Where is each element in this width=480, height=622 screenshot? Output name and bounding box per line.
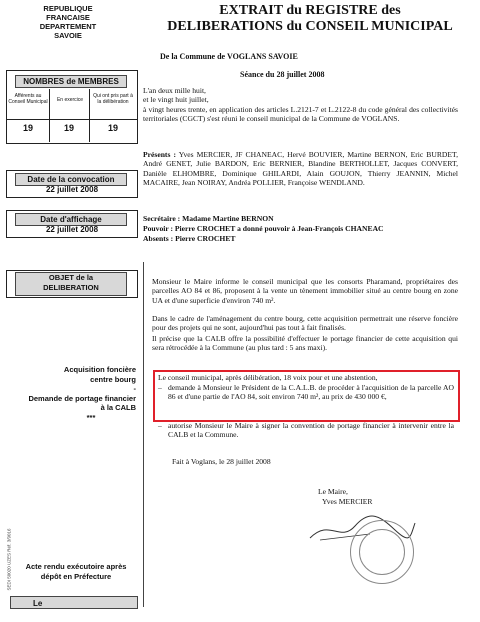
objet-box [6, 270, 138, 298]
presents-label: Présents : [143, 150, 176, 159]
deliberation-p2: Dans le cadre de l'aménagement du centre bourg, cette acquisition permettrait une réserve foncière pour des projets qui ne sont, aujourd'hui pas tout à fait finalisés. [152, 314, 458, 333]
objet-subject-line-2: centre bourg [90, 374, 136, 384]
affichage-date: 22 juillet 2008 [45, 225, 99, 234]
secretaire-line: Secrétaire : Madame Martine BERNON [143, 214, 274, 223]
footer-rendu [14, 562, 138, 582]
convocation-box [6, 170, 138, 198]
members-divider [7, 119, 137, 120]
document-title [150, 3, 470, 35]
footer-le-box [10, 596, 138, 609]
members-col-sep-2 [89, 89, 90, 142]
objet-label-line-2: DELIBERATION [43, 283, 99, 292]
commune-line: De la Commune de VOGLANS SAVOIE [160, 52, 298, 61]
members-col-sep-1 [49, 89, 50, 142]
convocation-date: 22 juillet 2008 [45, 185, 99, 194]
mairie-stamp [350, 520, 414, 584]
preamble-line-1: L'an deux mille huit, [143, 86, 206, 95]
decision-bullet-2-text: autorise Monsieur le Maire à signer la convention de portage financier à intervenir entre la CALB et la Commune. [168, 421, 454, 440]
preamble-line-3: à vingt heures trente, en application des articles L.2121-7 et L.2122-8 du code général des collectivités territoriales (CGCT) s'est réuni le conseil municipal de la Commune de VOGLANS. [143, 104, 458, 124]
presents-names: Yves MERCIER, JF CHANEAC, Hervé BOUVIER, Martine BERNON, Eric BURDET, André GENET, Julie BARDON, Eric BERNIER, Blandine BERTHOLLET, Jacques CONVERT, Danièle ELHOMBRE, Dominique GHILARDI, Alain GOUJON, Thierry JEANNIN, Michel MACAIRE, Jean NOIRAY, Andréa POLLIER, Françoise WENDLAND. [143, 150, 458, 188]
presents-block [143, 150, 458, 188]
decision-bullet-1-text: demande à Monsieur le Président de la C.A.L.B. de procéder à l'acquisition de la parcelle AO 86 et d'une partie de l'AO 84, soit environ 740 m², au prix de 430 000 €, [168, 383, 454, 402]
fait-line: Fait à Voglans, le 28 juillet 2008 [172, 457, 271, 466]
preamble [143, 86, 458, 124]
preamble-line-2: et le vingt huit juillet, [143, 95, 209, 105]
side-code: SEDI 50020 UZES Réf. 3/9016 [6, 528, 12, 591]
decision-bullet-1 [158, 383, 454, 402]
footer-rendu-line-2: dépôt en Préfecture [40, 572, 112, 581]
members-col1-value: 19 [22, 123, 33, 133]
title-line-1: EXTRAIT du REGISTRE des [219, 3, 401, 18]
members-title: NOMBRES de MEMBRES [15, 75, 127, 88]
members-table [6, 70, 138, 144]
bullet-dash-2: – [158, 421, 162, 430]
members-col2-value: 19 [63, 123, 74, 133]
bullet-dash-1: – [158, 383, 162, 392]
members-col3-label: Qui ont pris part à la délibération [93, 93, 133, 105]
footer-le: Le [33, 599, 43, 608]
side-code-strip [4, 478, 12, 598]
absents-line: Absents : Pierre CROCHET [143, 234, 236, 243]
signature-name: Yves MERCIER [322, 497, 373, 506]
header-left [22, 4, 114, 40]
members-col3-value: 19 [107, 123, 118, 133]
objet-label [15, 272, 127, 296]
members-col2-label: En exercice [56, 97, 84, 103]
objet-subject-line-4: à la CALB [100, 403, 136, 412]
footer-rendu-line-1: Acte rendu exécutoire après [25, 562, 127, 571]
convocation-label: Date de la convocation [15, 173, 127, 186]
objet-subject-dash: - [133, 384, 136, 393]
column-divider [143, 262, 144, 607]
signature-role: Le Maire, [318, 487, 348, 496]
title-line-2: DELIBERATIONS du CONSEIL MUNICIPAL [167, 19, 453, 34]
deliberation-p3: Il précise que la CALB offre la possibilité d'effectuer le portage financier de cette acquisition qui sera rétrocédée à la Commune (au plus tard : 5 ans maxi). [152, 334, 458, 353]
objet-subject-line-3: Demande de portage financier [28, 393, 136, 403]
seance-line: Séance du 28 juillet 2008 [240, 70, 325, 79]
savoie-text: SAVOIE [54, 31, 82, 40]
affichage-box [6, 210, 138, 238]
objet-stars: *** [86, 412, 96, 422]
objet-subject [6, 365, 136, 422]
mairie-stamp-inner [359, 529, 405, 575]
decision-line: Le conseil municipal, après délibération, 18 voix pour et une abstention, [158, 373, 378, 382]
republique-text: REPUBLIQUE FRANCAISE [43, 4, 93, 22]
objet-subject-line-1: Acquisition foncière [63, 365, 136, 374]
members-col1-label: Afférents au Conseil Municipal [8, 93, 48, 105]
departement-text: DEPARTEMENT [39, 22, 97, 31]
affichage-label: Date d'affichage [15, 213, 127, 226]
deliberation-p1: Monsieur le Maire informe le conseil municipal que les consorts Pharamand, propriétaires des parcelles AO 84 et 86, proposent à la vente un tènement immobilier situé au centre bourg en zone UA et d'une superficie d'environ 740 m². [152, 277, 458, 305]
pouvoir-line: Pouvoir : Pierre CROCHET a donné pouvoir à Jean-François CHANEAC [143, 224, 384, 233]
decision-bullet-2 [158, 421, 454, 440]
objet-label-line-1: OBJET de la [48, 273, 94, 282]
